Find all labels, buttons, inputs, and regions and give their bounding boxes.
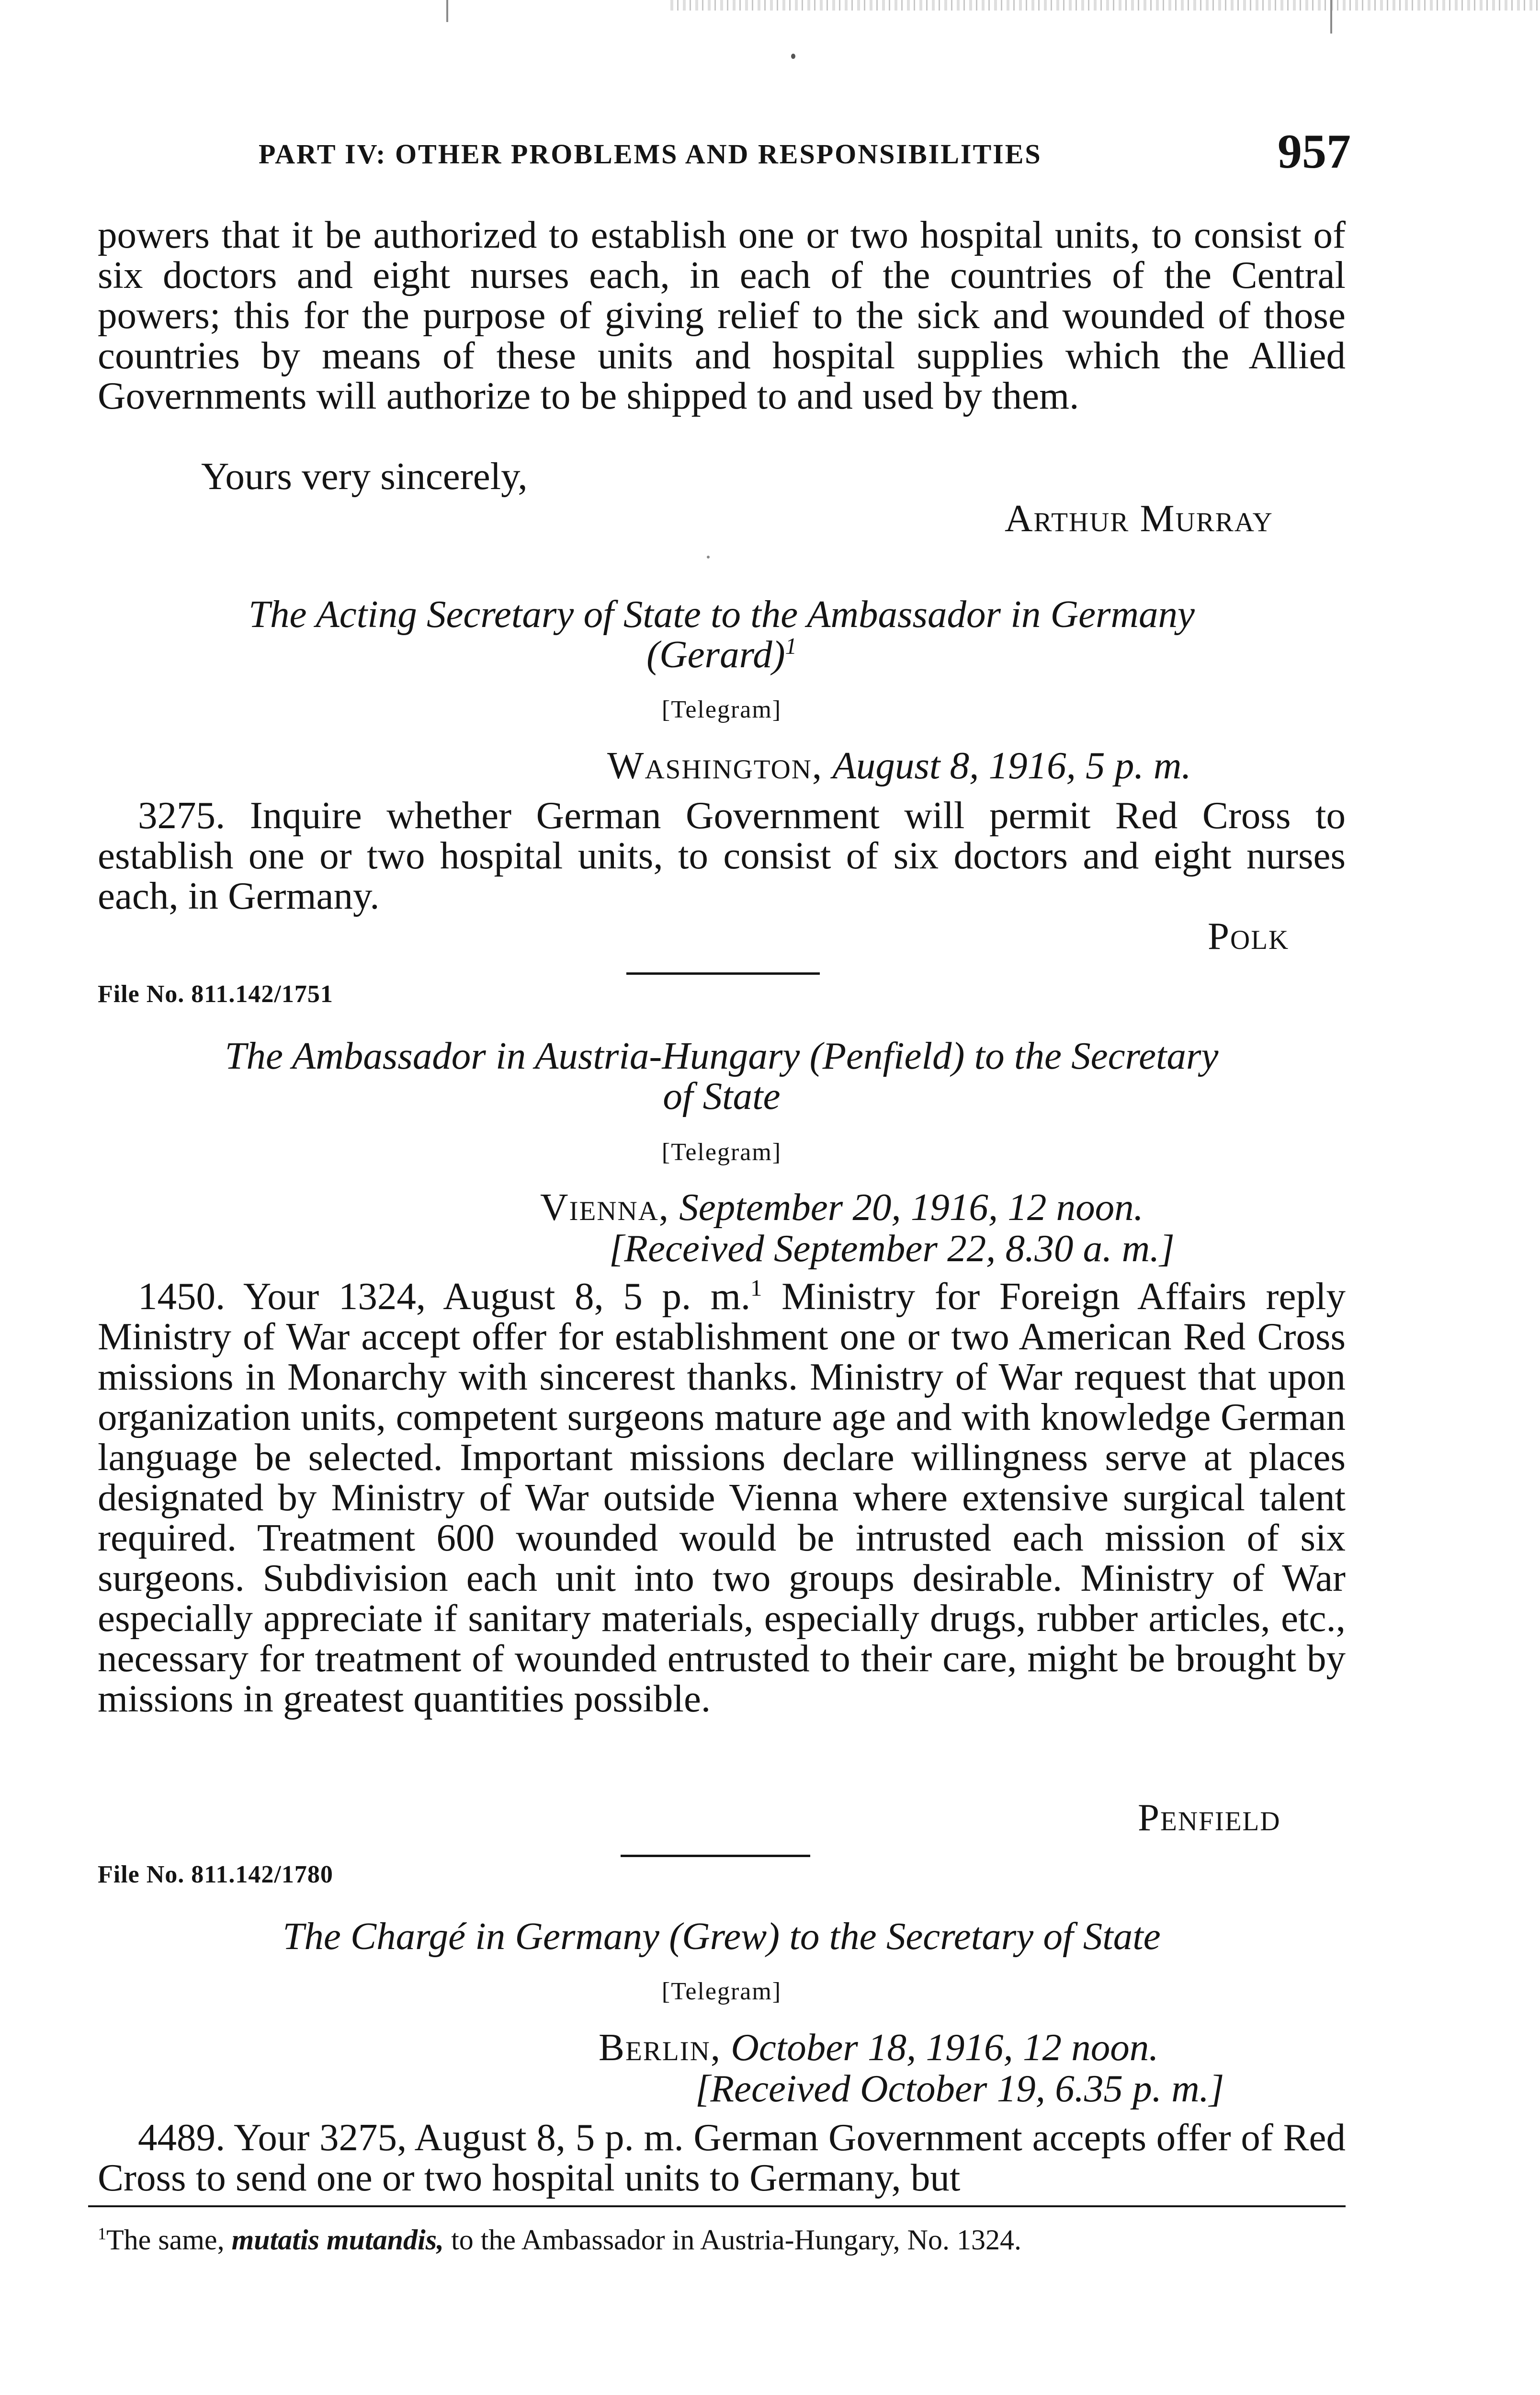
doc2-date: September 20, 1916, 12 noon. (679, 1186, 1144, 1229)
doc2-body-start: 1450. Your 1324, August 8, 5 p. m. (138, 1275, 751, 1318)
doc2-body-rest: Ministry for Foreign Affairs reply Ministry of War accept offer for establishment one or two American Red Cross missions in Monarchy with sincerest thanks. Ministry of War request that upon organization units, competent surgeons mature age and with knowledge German language be selected. Important missions declare willingness serve at places designated by Ministry of War outside Vienna where extensive surgical talent required. Treatment 600 wounded would be intrusted each mission of six surgeons. Subdivision each unit into two groups desirable. Ministry of War especially appreciate if sanitary materials, especially drugs, rubber articles, etc., necessary for treatment of wounded entrusted to their care, might be brought by missions in greatest quantities possible. (98, 1275, 1346, 1720)
doc1-title-line2: (Gerard) (646, 633, 785, 676)
letter-paragraph: powers that it be authorized to establish one or two hospital units, to consist of six doctors and eight nurses each, in each of the countries of the Central powers; this for the purpose of giving relief to the sick and wounded of those countries by means of these units and hospital supplies which the Allied Governments will authorize to be shipped to and used by them. (98, 213, 1346, 417)
scan-mark (446, 0, 448, 22)
doc3-place: Berlin, (599, 2026, 722, 2069)
footnote-text-before: The same, (106, 2224, 232, 2256)
doc1-place: Washington, (607, 744, 823, 787)
doc1-footnote-ref: 1 (785, 633, 797, 659)
doc2-received: [Received September 22, 8.30 a. m.] (609, 1227, 1175, 1270)
doc1-telegram-label: [Telegram] (661, 696, 782, 723)
doc1-title-line1: The Acting Secretary of State to the Ambassador in Germany (249, 593, 1195, 636)
doc3-body: 4489. Your 3275, August 8, 5 p. m. German Government accepts offer of Red Cross to send one or two hospital units to Germany, but (98, 2116, 1346, 2199)
letter-signature: Arthur Murray (1005, 497, 1273, 540)
doc3-received: [Received October 19, 6.35 p. m.] (695, 2067, 1224, 2110)
running-header: PART IV: OTHER PROBLEMS AND RESPONSIBILITIES (259, 138, 1042, 170)
doc3-title: The Chargé in Germany (Grew) to the Secretary of State (283, 1915, 1161, 1958)
doc2-body (98, 1276, 1346, 1719)
scan-edge-artifact (670, 0, 1540, 11)
doc3-dateline (599, 2027, 1159, 2067)
footnote-mark: 1 (98, 2224, 106, 2243)
footnote-rule (88, 2205, 1346, 2207)
doc1-date: August 8, 1916, 5 p. m. (832, 744, 1191, 787)
doc2-title-line2: of State (663, 1074, 781, 1118)
footnote (98, 2224, 1346, 2256)
doc2-signature: Penfield (1138, 1796, 1281, 1839)
section-divider (621, 1855, 810, 1857)
doc1-dateline (607, 745, 1191, 786)
scan-speck (707, 556, 710, 559)
doc2-file-number: File No. 811.142/1751 (98, 981, 333, 1008)
scan-speck (791, 54, 795, 59)
footnote-text-after: to the Ambassador in Austria-Hungary, No. 1324. (444, 2224, 1022, 2256)
doc1-title-line2-wrap (98, 634, 1346, 674)
doc3-file-number: File No. 811.142/1780 (98, 1861, 333, 1888)
letter-closing: Yours very sincerely, (201, 455, 528, 498)
page-number: 957 (1278, 125, 1351, 179)
doc3-date: October 18, 1916, 12 noon. (731, 2026, 1159, 2069)
doc1-signature: Polk (1208, 914, 1290, 958)
scan-mark (1330, 0, 1332, 34)
doc1-title (98, 594, 1346, 674)
doc2-dateline (540, 1187, 1144, 1227)
doc1-body: 3275. Inquire whether German Government will permit Red Cross to establish one or two hospital units, to consist of six doctors and eight nurses each, in Germany. (98, 794, 1346, 917)
doc2-place: Vienna, (540, 1186, 670, 1229)
footnote-italic: mutatis mutandis, (231, 2224, 444, 2256)
doc2-title (98, 1036, 1346, 1116)
doc2-title-line1: The Ambassador in Austria-Hungary (Penfield) to the Secretary (225, 1034, 1219, 1077)
doc2-telegram-label: [Telegram] (661, 1139, 782, 1166)
doc3-telegram-label: [Telegram] (661, 1978, 782, 2005)
doc2-footnote-ref: 1 (750, 1275, 762, 1301)
section-divider (626, 972, 820, 975)
